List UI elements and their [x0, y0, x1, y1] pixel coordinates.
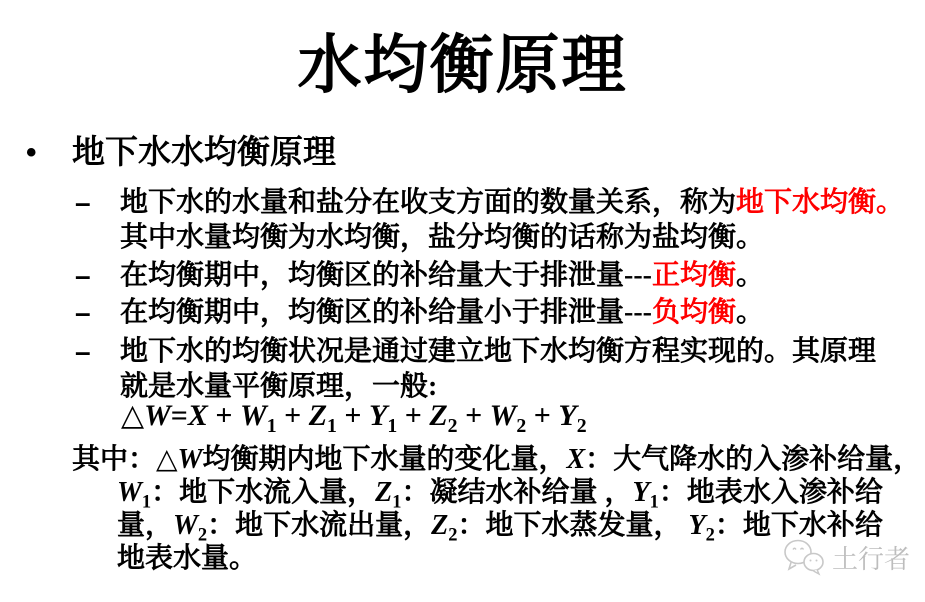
list-item — [75, 258, 915, 293]
dash-icon: – — [75, 187, 91, 218]
text-line: 就是水量平衡原理，一般: — [120, 371, 438, 402]
text-line: 地下水的水量和盐分在收支方面的数量关系，称为地下水均衡。 — [120, 187, 905, 218]
watermark-text: 土行者 — [832, 544, 911, 574]
list-item-text — [120, 334, 915, 404]
dash-icon: – — [75, 260, 91, 291]
list-item — [75, 185, 915, 255]
list-item — [75, 334, 915, 404]
dash-icon: – — [75, 297, 91, 328]
text-line: 其中：△W均衡期内地下水量的变化量，X：大气降水的入渗补给量， — [72, 444, 922, 475]
list-item-text — [120, 295, 915, 330]
heading-row — [0, 132, 925, 174]
water-balance-equation: △W=X + $W_1 + Z_1 + Y_1 + Z_2 + W_2 + Y_2$ — [121, 399, 587, 437]
list-item-text — [120, 185, 915, 255]
bullet-icon: • — [26, 136, 37, 169]
watermark — [783, 538, 910, 576]
text-line: 在均衡期中，均衡区的补给量小于排泄量---负均衡。 — [120, 297, 765, 328]
text-line: $W_1$：地下水流入量，$Z_1$：凝结水补给量 ，$Y_1$：地表水入渗补给 — [117, 477, 883, 512]
dash-icon: – — [75, 336, 91, 367]
text-line: 地下水的均衡状况是通过建立地下水均衡方程实现的。其原理 — [120, 336, 877, 367]
text-line: 量，$W_2$：地下水流出量，$Z_2$：地下水蒸发量， $Y_2$：地下水补给 — [117, 510, 883, 545]
list-item — [75, 295, 915, 330]
text-line: 地表水量。 — [117, 543, 258, 574]
wechat-logo-icon — [783, 538, 825, 576]
text-line: 其中水量均衡为水均衡，盐分均衡的话称为盐均衡。 — [120, 222, 765, 253]
list-item-text — [120, 258, 915, 293]
heading-text: 地下水水均衡原理 — [72, 135, 336, 171]
text-line: 在均衡期中，均衡区的补给量大于排泄量---正均衡。 — [120, 260, 765, 291]
slide-title: 水均衡原理 — [297, 30, 628, 101]
